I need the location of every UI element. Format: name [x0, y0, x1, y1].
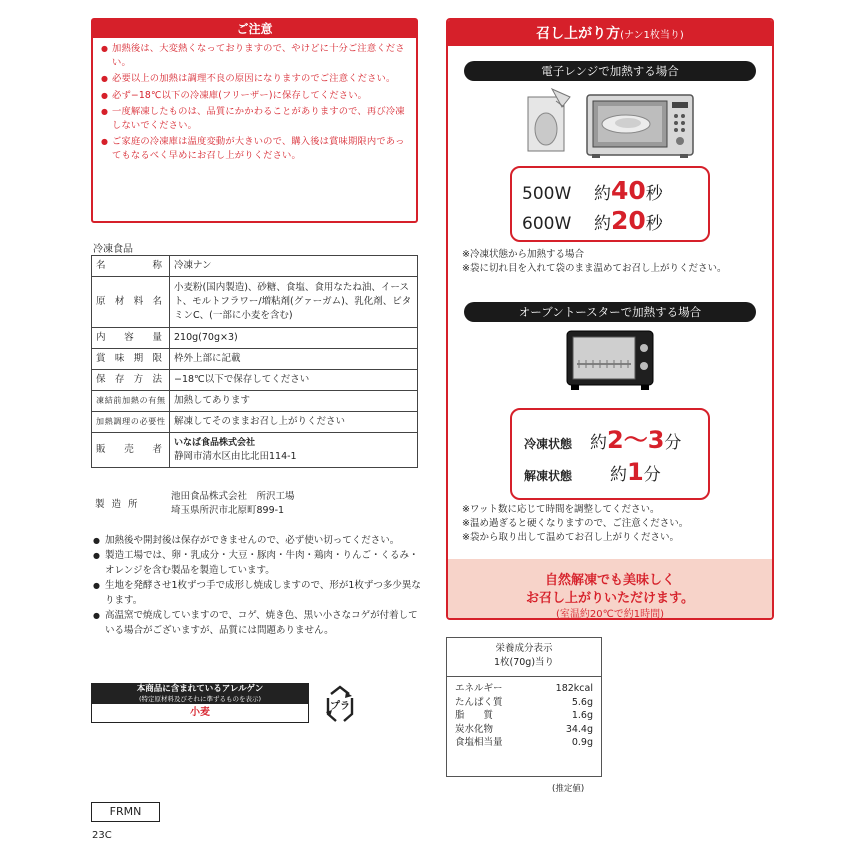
table-row: [92, 433, 418, 468]
time-prefix: 約: [590, 433, 607, 453]
manufacturer-key: 製造所: [95, 499, 145, 510]
caution-title: ご注意: [93, 20, 416, 38]
toaster-note: ※袋から取り出して温めてお召し上がりください。: [462, 532, 679, 543]
nutrition-note: (推定値): [552, 784, 585, 794]
nutrition-header: [447, 638, 601, 677]
allergen-subtitle: (特定原材料及びそれに準ずるものを表示): [92, 695, 308, 704]
microwave-heading: 電子レンジで加熱する場合: [464, 61, 756, 81]
seller-address: 静岡市清水区由比北田114-1: [174, 451, 297, 462]
label-key: 賞味期限: [92, 349, 170, 370]
nutrient-name: エネルギー: [455, 683, 503, 694]
table-row: [92, 277, 418, 328]
nutrient-value: 182kcal: [555, 683, 593, 694]
nutrient-value: 34.4g: [565, 723, 593, 735]
label-value: 加熱してあります: [170, 391, 418, 412]
allergen-title: 本商品に含まれているアレルゲン: [92, 684, 308, 695]
microwave-row: [522, 206, 663, 235]
time-number: 20: [611, 206, 646, 235]
caution-item: ● 必要以上の加熱は調理不良の原因になりますのでご注意ください。: [101, 72, 408, 86]
label-key: 販売者: [92, 433, 170, 468]
nutrient-value: 0.9g: [571, 737, 593, 748]
toaster-oven-icon: [566, 330, 656, 392]
toaster-notes: [462, 503, 767, 545]
cooking-header: [448, 20, 772, 46]
nutrition-per: 1枚(70g)当り: [493, 657, 555, 668]
microwave-note: ※冷凍状態から加熱する場合: [462, 249, 584, 260]
table-row: [92, 349, 418, 370]
product-code: FRMN: [91, 802, 160, 822]
cooking-title: 召し上がり方: [536, 26, 621, 42]
label-key: 保存方法: [92, 370, 170, 391]
label-key: 原材料名: [92, 277, 170, 328]
nutrition-body: [447, 677, 601, 750]
microwave-time-box: [510, 166, 710, 242]
toaster-row: [524, 420, 681, 455]
thaw-line-3: (室温約20℃で約1時間): [555, 609, 665, 620]
allergen-box: [91, 683, 309, 723]
table-row: [92, 256, 418, 277]
thaw-line-1: 自然解凍でも美味しく: [544, 573, 675, 588]
label-key: 名称: [92, 256, 170, 277]
label-key: 内容量: [92, 328, 170, 349]
manufacturer-address: 埼玉県所沢市北原町899-1: [171, 505, 285, 516]
nutrition-row: [447, 682, 601, 696]
label-value: 210g(70g×3): [170, 328, 418, 349]
label-value: −18℃以下で保存してください: [170, 370, 418, 391]
note-item: ● 高温窯で焼成していますので、コゲ、焼き色、黒い小さなコゲが付着している場合がございますが、品質には問題ありません。: [93, 608, 423, 638]
cooking-panel: [446, 18, 774, 620]
time-prefix: 約: [610, 465, 627, 485]
label-value: 冷凍ナン: [170, 256, 418, 277]
note-item: ● 加熱後や開封後は保存ができませんので、必ず使い切ってください。: [93, 533, 423, 548]
plastic-recycle-icon: [322, 684, 358, 724]
label-key: 凍結前加熱の有無: [92, 391, 170, 412]
time-unit: 秒: [645, 184, 663, 204]
time-number: 40: [611, 176, 646, 205]
notes-list: [93, 533, 423, 638]
caution-item: ● 加熱後は、大変熱くなっておりますので、やけどに十分ご注意ください。: [101, 42, 408, 70]
toaster-note: ※温め過ぎると硬くなりますので、ご注意ください。: [462, 518, 689, 529]
label-key: 加熱調理の必要性: [92, 412, 170, 433]
microwave-icon: [586, 94, 696, 160]
toaster-heading: オーブントースターで加熱する場合: [464, 302, 756, 322]
note-item: ● 生地を発酵させ1枚ずつ手で成形し焼成しますので、形が1枚ずつ多少異なります。: [93, 578, 423, 608]
table-row: [92, 412, 418, 433]
time-number: 2〜3: [607, 426, 665, 454]
seller-name: いなば食品株式会社: [174, 438, 256, 448]
time-number: 1: [627, 458, 644, 486]
state-label: 冷凍状態: [524, 437, 573, 451]
nutrition-row: [447, 696, 601, 710]
nutrient-name: 脂 質: [455, 710, 494, 721]
table-row: [92, 370, 418, 391]
watt-label: 500W: [522, 184, 572, 204]
food-type: 冷凍食品: [93, 244, 133, 255]
time-unit: 秒: [645, 214, 663, 234]
manufacturer: [91, 490, 418, 518]
watt-label: 600W: [522, 214, 572, 234]
label-value: 小麦粉(国内製造)、砂糖、食塩、食用なたね油、イースト、モルトフラワー/増粘剤(グァーガム)、乳化剤、ビタミンC、(一部に小麦を含む): [170, 277, 418, 328]
nutrient-value: 1.6g: [571, 710, 593, 721]
toaster-time-box: [510, 408, 710, 500]
nutrition-table: [446, 637, 602, 777]
caution-box: [91, 18, 418, 223]
nutrient-value: 5.6g: [571, 696, 593, 708]
nutrient-name: 炭水化物: [455, 723, 494, 735]
toaster-row: [524, 458, 661, 486]
label-value: [170, 433, 418, 468]
caution-list: [93, 38, 416, 164]
recycle-label: プラ: [330, 701, 350, 712]
caution-item: ● ご家庭の冷凍庫は温度変動が大きいので、購入後は賞味期限内であってもなるべく早めにお召し上がりください。: [101, 135, 408, 163]
thaw-line-2: お召し上がりいただけます。: [526, 591, 694, 606]
manufacturer-name: 池田食品株式会社 所沢工場: [171, 491, 295, 502]
toaster-note: ※ワット数に応じて時間を調整してください。: [462, 504, 660, 515]
lot-code: 23C: [92, 830, 112, 841]
nutrition-row: [447, 709, 601, 723]
microwave-row: [522, 176, 663, 205]
time-prefix: 約: [594, 214, 611, 234]
table-row: [92, 391, 418, 412]
caution-item: ● 一度解凍したものは、品質にかかわることがありますので、再び冷凍しないでください。: [101, 105, 408, 133]
label-value: 解凍してそのままお召し上がりください: [170, 412, 418, 433]
cooking-subtitle: (ナン1枚当り): [620, 30, 684, 41]
state-label: 解凍状態: [524, 469, 573, 483]
nutrition-row: [447, 723, 601, 737]
naan-bag-icon: [522, 87, 574, 155]
nutrient-name: 食塩相当量: [455, 737, 503, 748]
microwave-note: ※袋に切れ目を入れて袋のまま温めてお召し上がりください。: [462, 263, 727, 274]
label-value: 枠外上部に記載: [170, 349, 418, 370]
allergen-value: 小麦: [190, 707, 210, 718]
manufacturer-value: [171, 490, 295, 518]
natural-thaw-banner: [448, 559, 772, 620]
label-table: [91, 255, 418, 468]
nutrition-row: [447, 736, 601, 750]
time-prefix: 約: [594, 184, 611, 204]
microwave-notes: [462, 248, 767, 276]
note-item: ● 製造工場では、卵・乳成分・大豆・豚肉・牛肉・鶏肉・りんご・くるみ・オレンジを含む製品を製造しています。: [93, 548, 423, 578]
caution-item: ● 必ず−18℃以下の冷凍庫(フリーザー)に保存してください。: [101, 89, 408, 103]
nutrition-title: 栄養成分表示: [495, 643, 553, 654]
time-unit: 分: [664, 433, 682, 453]
table-row: [92, 328, 418, 349]
time-unit: 分: [643, 465, 661, 485]
nutrient-name: たんぱく質: [455, 696, 503, 708]
